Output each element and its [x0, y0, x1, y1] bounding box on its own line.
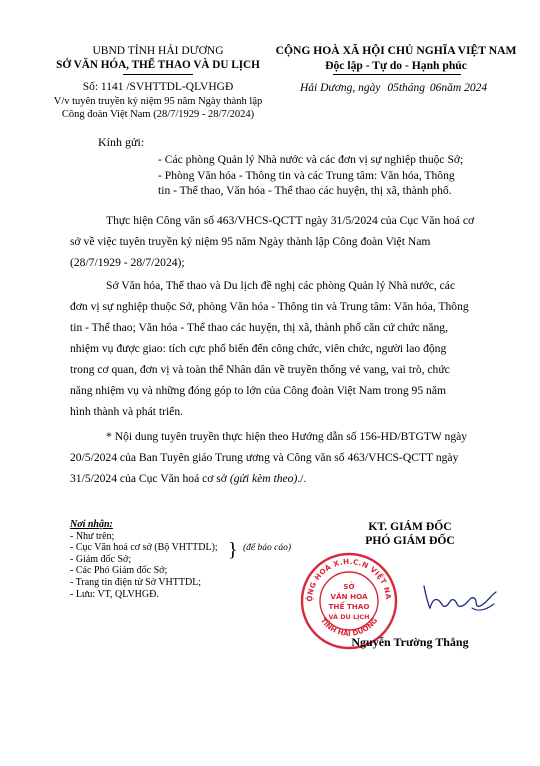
- recipients-footer-item: - Các Phó Giám đốc Sở;: [70, 565, 168, 577]
- motto-underline: [333, 74, 461, 75]
- stamp-center-line: VÀ DU LỊCH: [328, 613, 370, 621]
- p1-line-1: Thực hiện Công văn số 463/VHCS-QCTT ngày 31/5/2024 của Cục Văn hoá cơ: [106, 214, 475, 227]
- p1-line-2: sở về việc tuyên truyền kỷ niệm 95 năm Ngày thành lập Công đoàn Việt Nam: [70, 235, 431, 248]
- date-prefix: Hải Dương, ngày: [300, 82, 381, 94]
- paragraph-1: [70, 210, 502, 273]
- date-line: [300, 81, 530, 95]
- signature-line-2: PHÓ GIÁM ĐỐC: [365, 534, 455, 547]
- report-brace: }: [228, 539, 238, 561]
- stamp-center-line: SỞ: [343, 583, 355, 591]
- date-day: 05: [387, 82, 399, 94]
- org-parent: UBND TỈNH HẢI DƯƠNG: [92, 45, 224, 57]
- motto: Độc lập - Tự do - Hạnh phúc: [325, 59, 467, 72]
- paragraph-3: [70, 426, 502, 489]
- p2-line-7: hình thành và phát triển.: [70, 405, 184, 418]
- p2-line-1: Sở Văn hóa, Thể thao và Du lịch đề nghị các phòng Quản lý Nhà nước, các: [106, 279, 456, 292]
- handwritten-signature: [420, 578, 500, 623]
- stamp-ring-text: ỘNG HOÀ X.H.C.N VIỆT NA: [304, 556, 394, 602]
- p1-line-3: (28/7/1929 - 28/7/2024);: [70, 256, 185, 269]
- header-left-underline: [123, 74, 193, 75]
- country-name: CỘNG HOÀ XÃ HỘI CHỦ NGHĨA VIỆT NAM: [275, 44, 517, 57]
- recipient-line-1: - Các phòng Quản lý Nhà nước và các đơn vị sự nghiệp thuộc Sở;: [158, 153, 464, 166]
- p2-line-6: năng nhiệm vụ và những đóng góp to lớn của Công đoàn Việt Nam trong 95 năm: [70, 384, 447, 397]
- org-name: SỞ VĂN HÓA, THỂ THAO VÀ DU LỊCH: [56, 59, 260, 71]
- date-month: 06: [429, 82, 442, 94]
- recipients-footer-item: - Giám đốc Sở;: [70, 553, 132, 565]
- p3-line-3: 31/5/2024 của Cục Văn hoá cơ sở (gửi kèm theo)./.: [70, 472, 307, 485]
- stamp-center-line: THỂ THAO: [328, 602, 370, 611]
- recipient-line-2: - Phòng Văn hóa - Thông tin và các Trung tâm: Văn hóa, Thông: [158, 168, 455, 182]
- stamp-bottom-text: TỈNH HẢI DƯƠNG: [318, 616, 380, 638]
- recipients-footer: [70, 519, 218, 600]
- recipients-footer-item: - Cục Văn hoá cơ sở (Bộ VHTTDL);: [70, 542, 218, 554]
- stamp-center-line: VĂN HOÁ: [330, 592, 368, 601]
- subject-line-1: V/v tuyên truyền kỷ niệm 95 năm Ngày thành lập: [53, 96, 263, 107]
- p3-line-2: 20/5/2024 của Ban Tuyên giáo Trung ương và Công văn số 463/VHCS-QCTT ngày: [70, 451, 459, 464]
- header-right: [270, 44, 522, 73]
- p2-line-5: trong cơ quan, đơn vị và toàn thể Nhân dân về truyền thống vẻ vang, vai trò, chức: [70, 363, 450, 376]
- recipients-footer-item: - Như trên;: [70, 530, 115, 542]
- recipients-label: Kính gửi:: [98, 135, 145, 149]
- p2-line-3: tin - Thể thao; Văn hóa - Thể thao các huyện, thị xã, thành phố căn cứ chức năng,: [70, 321, 448, 334]
- attachment-note: (gửi kèm theo): [229, 472, 298, 485]
- recipients-footer-item: - Trang tin điện tử Sở VHTTDL;: [70, 576, 202, 588]
- header-left: [40, 44, 276, 72]
- recipients-list: [158, 152, 498, 199]
- recipient-line-3: tin - Thể thao, Văn hóa - Thể thao các huyện, thị xã, thành phố.: [158, 184, 452, 197]
- doc-subject: [34, 95, 282, 121]
- paragraph-2: [70, 275, 502, 422]
- date-year: năm 2024: [441, 82, 488, 94]
- p3-line-1: * Nội dung tuyên truyền thực hiện theo Hướng dẫn số 156-HD/BTGTW ngày: [106, 430, 468, 443]
- p2-line-4: nhiệm vụ được giao: tích cực phổ biến đến công chức, viên chức, người lao động: [70, 342, 447, 355]
- doc-number: Số: 1141 /SVHTTDL-QLVHGĐ: [82, 81, 234, 93]
- subject-line-2: Công đoàn Việt Nam (28/7/1929 - 28/7/2024): [61, 109, 255, 120]
- signature-line-1: KT. GIÁM ĐỐC: [368, 520, 452, 533]
- recipients-footer-label: Nơi nhận:: [70, 519, 113, 530]
- report-note: (để báo cáo): [243, 543, 292, 553]
- p2-line-2: đơn vị sự nghiệp thuộc Sở, phòng Văn hóa - Thông tin và Trung tâm: Văn hóa, Thông: [70, 300, 469, 313]
- signature-title: [325, 520, 495, 548]
- signer-name: Nguyễn Trường Thắng: [351, 635, 469, 649]
- recipients-footer-item: - Lưu: VT, QLVHGĐ.: [70, 588, 159, 600]
- date-month-word: tháng: [398, 82, 426, 94]
